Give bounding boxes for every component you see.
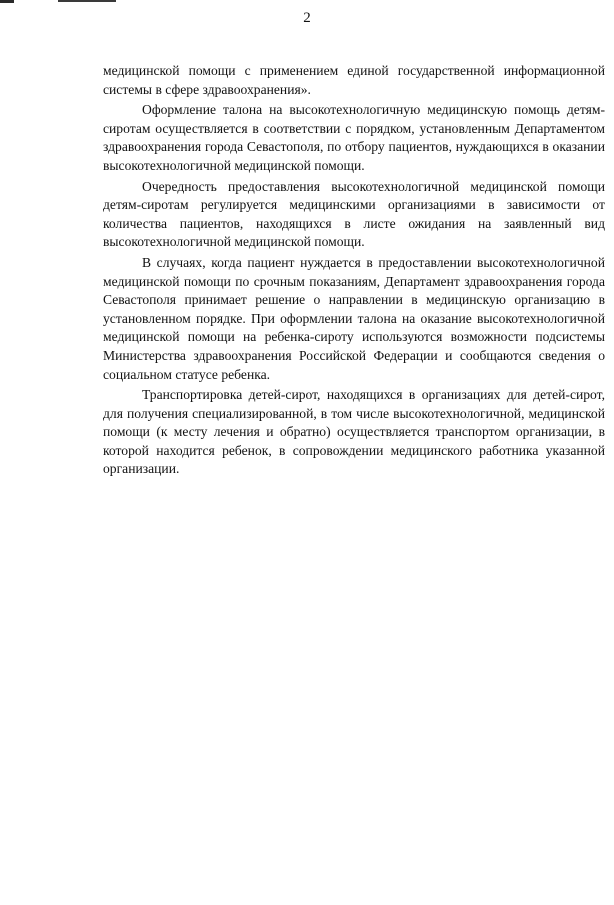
- paragraph-ticket-registration: Оформление талона на высокотехнологичную медицинскую помощь детям-сиротам осуществляется в соответствии с порядком, установленным Департаментом здравоохранения города Севастополя, по отбору пациентов, нуждающихся в оказании высокотехнологичной медицинской помощи.: [103, 102, 605, 173]
- page-number: 2: [303, 10, 311, 26]
- paragraph-queue-order: Очередность предоставления высокотехнологичной медицинской помощи детям-сиротам регулируется медицинскими организациями в зависимости от количества пациентов, находящихся в листе ожидания на заявленный вид высокотехнологичной медицинской помощи.: [103, 178, 605, 250]
- paragraph-urgent-cases: В случаях, когда пациент нуждается в предоставлении высокотехнологичной медицинской помощи по срочным показаниям, Департамент здравоохранения города Севастополя принимает решение о направлении в медицинскую организацию в установленном порядке. При оформлении талона на оказание высокотехнологичной медицинской помощи на ребенка-сироту используются возможности подсистемы Министерства здравоохранения Российской Федерации и сообщаются сведения о социальном статусе ребенка.: [103, 254, 605, 382]
- scan-artifact-mark: [0, 0, 14, 3]
- scan-artifact-line: [58, 0, 116, 2]
- document-body: [103, 62, 605, 481]
- paragraph-continuation: медицинской помощи с применением единой государственной информационной системы в сфере здравоохранения».: [103, 63, 605, 97]
- paragraph-transportation: Транспортировка детей-сирот, находящихся в организациях для детей-сирот, для получения специализированной, в том числе высокотехнологичной, медицинской помощи (к месту лечения и обратно) осуществляется транспортом организации, в которой находится ребенок, в сопровождении медицинского работника указанной организации.: [103, 387, 605, 477]
